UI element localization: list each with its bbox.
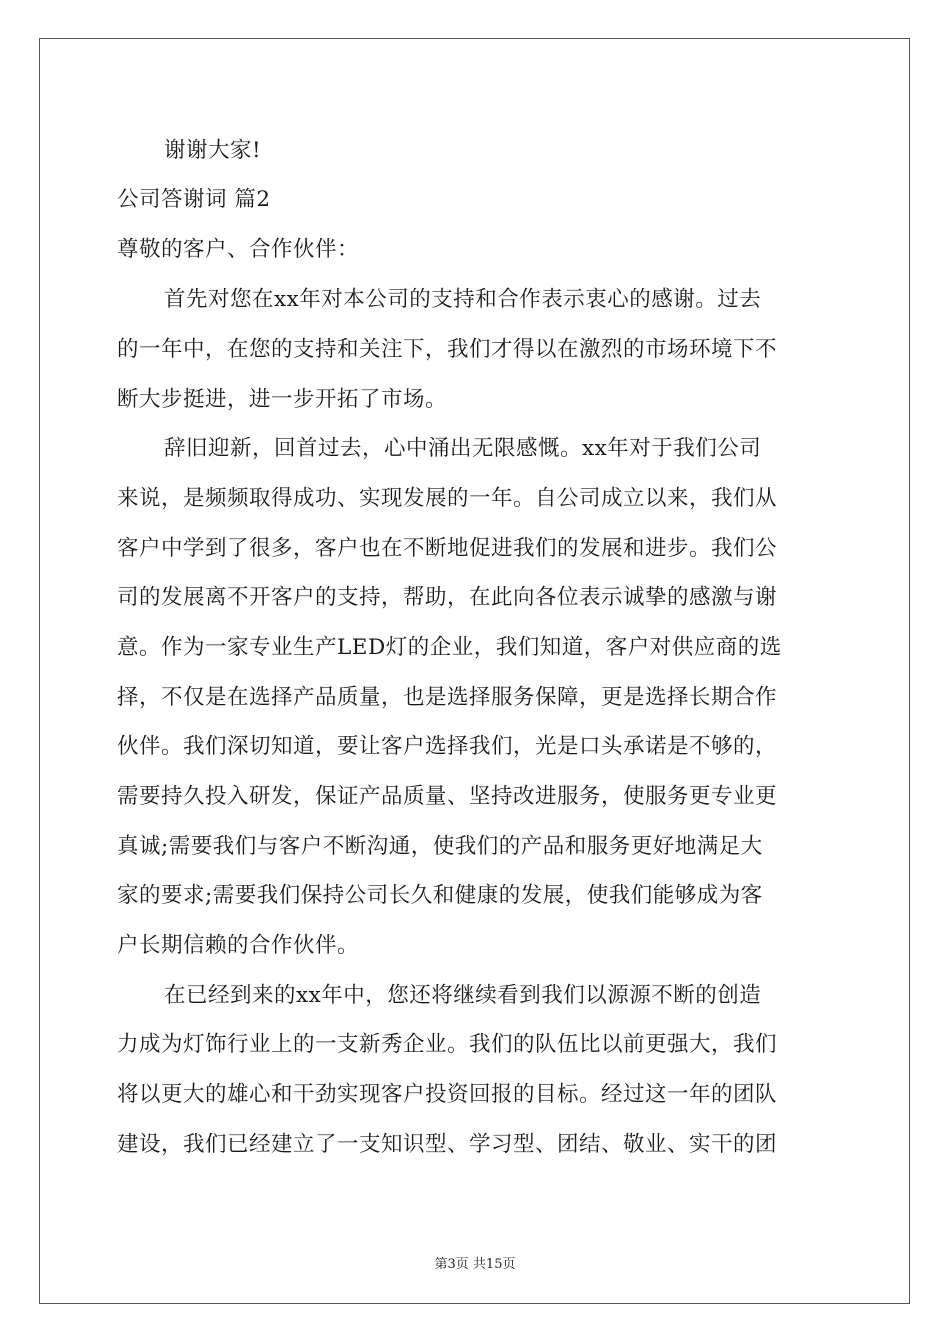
text-line: 力成为灯饰行业上的一支新秀企业。我们的队伍比以前更强大，我们 (117, 1032, 778, 1057)
section-heading: 公司答谢词 篇2 (117, 187, 271, 212)
text-line: 谢谢大家! (164, 138, 262, 163)
salutation: 尊敬的客户、合作伙伴： (117, 237, 360, 262)
text-line: 的一年中，在您的支持和关注下，我们才得以在激烈的市场环境下不 (117, 337, 778, 362)
text-line: 首先对您在xx年对本公司的支持和合作表示衷心的感谢。过去 (164, 287, 762, 312)
page-border (39, 38, 910, 1304)
text-line: 客户中学到了很多，客户也在不断地促进我们的发展和进步。我们公 (117, 536, 778, 561)
text-line: 建设，我们已经建立了一支知识型、学习型、团结、敬业、实干的团 (117, 1132, 778, 1157)
text-line: 司的发展离不开客户的支持，帮助，在此向各位表示诚挚的感激与谢 (117, 585, 778, 610)
text-line: 择，不仅是在选择产品质量，也是选择服务保障，更是选择长期合作 (117, 685, 778, 710)
text-line: 断大步挺进，进一步开拓了市场。 (117, 387, 448, 412)
text-line: 来说，是频频取得成功、实现发展的一年。自公司成立以来，我们从 (117, 486, 778, 511)
page-number: 第3页 共15页 (434, 1257, 516, 1272)
text-line: 真诚;需要我们与客户不断沟通，使我们的产品和服务更好地满足大 (117, 834, 763, 859)
text-line: 在已经到来的xx年中，您还将继续看到我们以源源不断的创造 (164, 983, 762, 1008)
text-line: 户长期信赖的合作伙伴。 (117, 933, 360, 958)
text-line: 伙伴。我们深切知道，要让客户选择我们，光是口头承诺是不够的， (117, 734, 778, 759)
text-line: 需要持久投入研发，保证产品质量、坚持改进服务，使服务更专业更 (117, 784, 778, 809)
text-line: 家的要求;需要我们保持公司长久和健康的发展，使我们能够成为客 (117, 883, 763, 908)
text-line: 将以更大的雄心和干劲实现客户投资回报的目标。经过这一年的团队 (117, 1082, 778, 1107)
text-line: 意。作为一家专业生产LED灯的企业，我们知道，客户对供应商的选 (117, 635, 782, 660)
text-line: 辞旧迎新，回首过去，心中涌出无限感慨。xx年对于我们公司 (164, 436, 762, 461)
